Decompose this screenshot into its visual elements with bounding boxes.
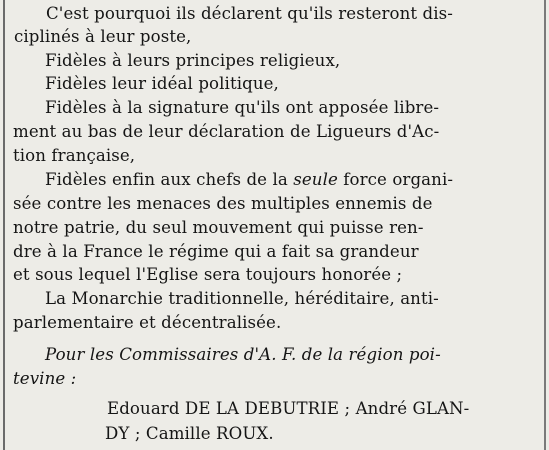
text-line: Fidèles leur idéal politique, (45, 74, 279, 93)
text-line: et sous lequel l'Eglise sera toujours honorée ; (13, 265, 403, 284)
text-line: La Monarchie traditionnelle, héréditaire, anti- (45, 289, 439, 308)
text-line: ment au bas de leur déclaration de Ligueurs d'Ac- (13, 122, 440, 141)
text-line: C'est pourquoi ils déclarent qu'ils resteront dis- (46, 4, 454, 23)
text-segment: force organi- (343, 170, 454, 189)
text-line: parlementaire et décentralisée. (13, 313, 282, 332)
text-line: tion française, (13, 146, 136, 165)
text-line (45, 170, 453, 190)
commissioners-line-continuation: tevine : (13, 369, 77, 388)
text-line: Fidèles à la signature qu'ils ont apposée libre- (45, 98, 440, 117)
signature-line: DY ; Camille ROUX. (105, 424, 274, 443)
right-column-rule (544, 0, 546, 450)
left-column-rule (3, 0, 5, 450)
text-line: dre à la France le régime qui a fait sa grandeur (13, 242, 419, 261)
commissioners-line: Pour les Commissaires d'A. F. de la région poi- (45, 345, 441, 364)
text-line: notre patrie, du seul mouvement qui puisse ren- (13, 218, 424, 237)
signature-line: Edouard DE LA DEBUTRIE ; André GLAN- (107, 399, 470, 418)
text-segment: Fidèles enfin aux chefs de la (45, 170, 288, 189)
text-line: Fidèles à leurs principes religieux, (45, 51, 341, 70)
text-line: sée contre les menaces des multiples ennemis de (13, 194, 433, 213)
text-line: ciplinés à leur poste, (14, 27, 192, 46)
emphasis-text: seule (293, 170, 338, 189)
